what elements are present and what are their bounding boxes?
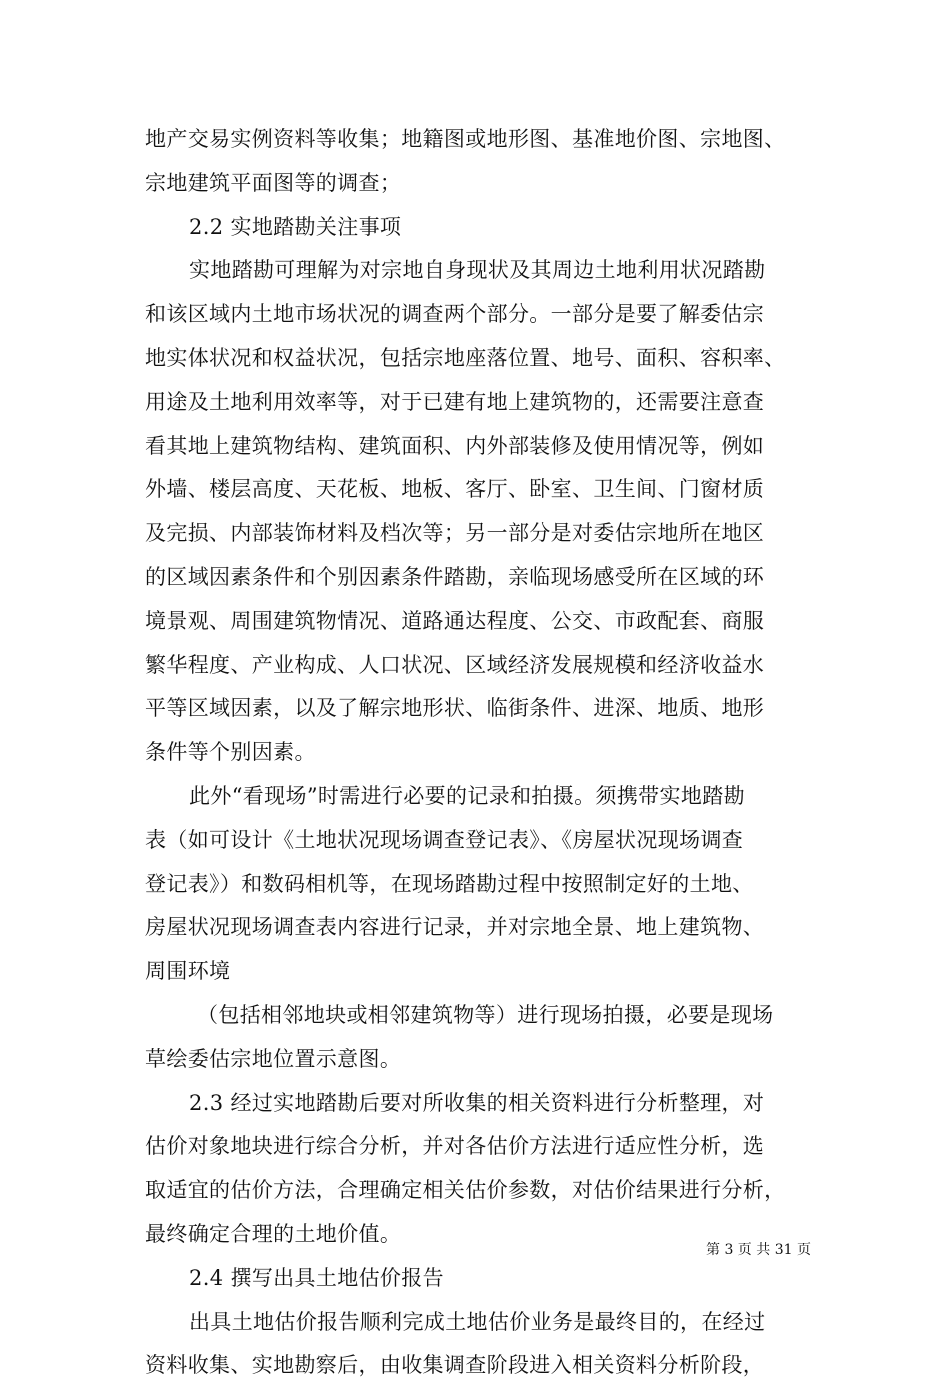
text-line: 取适宜的估价方法，合理确定相关估价参数，对估价结果进行分析，: [145, 1178, 786, 1203]
text-line: 房屋状况现场调查表内容进行记录，并对宗地全景、地上建筑物、: [145, 915, 765, 940]
text-line: 和该区域内土地市场状况的调查两个部分。一部分是要了解委估宗: [145, 302, 765, 327]
page-number: 第 3 页 共 31 页: [706, 1242, 811, 1258]
text-line: 最终确定合理的土地价值。: [145, 1221, 402, 1246]
text-line: 外墙、楼层高度、天花板、地板、客厅、卧室、卫生间、门窗材质: [145, 477, 765, 502]
text-line: 平等区域因素，以及了解宗地形状、临街条件、进深、地质、地形: [145, 696, 765, 721]
text-line: 用途及土地利用效率等，对于已建有地上建筑物的，还需要注意查: [145, 389, 765, 414]
text-line: 表（如可设计《土地状况现场调查登记表》、《房屋状况现场调查: [145, 827, 744, 852]
text-line: 条件等个别因素。: [145, 740, 316, 765]
text-line: 实地踏勘可理解为对宗地自身现状及其周边土地利用状况踏勘: [189, 258, 766, 283]
text-line: 的区域因素条件和个别因素条件踏勘，亲临现场感受所在区域的环: [145, 564, 765, 589]
document-body: [145, 118, 835, 1388]
text-line: 草绘委估宗地位置示意图。: [145, 1046, 402, 1071]
text-line: 资料收集、实地勘察后，由收集调查阶段进入相关资料分析阶段，: [145, 1353, 765, 1378]
text-line: 及完损、内部装饰材料及档次等；另一部分是对委估宗地所在地区: [145, 521, 765, 546]
section-heading: 2.4 撰写出具土地估价报告: [189, 1265, 444, 1290]
section-heading: 2.2 实地踏勘关注事项: [189, 214, 402, 239]
text-line: 地实体状况和权益状况，包括宗地座落位置、地号、面积、容积率、: [145, 345, 786, 370]
text-line: 估价对象地块进行综合分析，并对各估价方法进行适应性分析，选: [145, 1134, 765, 1159]
text-line: 出具土地估价报告顺利完成土地估价业务是最终目的，在经过: [189, 1309, 766, 1334]
text-line: （包括相邻地块或相邻建筑物等）进行现场拍摄，必要是现场: [197, 1002, 774, 1027]
section-heading: 2.3 经过实地踏勘后要对所收集的相关资料进行分析整理，对: [189, 1090, 765, 1115]
text-line: 繁华程度、产业构成、人口状况、区域经济发展规模和经济收益水: [145, 652, 765, 677]
text-line: 看其地上建筑物结构、建筑面积、内外部装修及使用情况等，例如: [145, 433, 765, 458]
text-line: 境景观、周围建筑物情况、道路通达程度、公交、市政配套、商服: [145, 608, 765, 633]
text-line: 地产交易实例资料等收集；地籍图或地形图、基准地价图、宗地图、: [145, 127, 786, 151]
text-line: 宗地建筑平面图等的调查；: [145, 170, 402, 195]
text-line: 此外“看现场”时需进行必要的记录和拍摄。须携带实地踏勘: [189, 783, 745, 808]
text-line: 登记表》）和数码相机等，在现场踏勘过程中按照制定好的土地、: [145, 871, 754, 896]
text-line: 周围环境: [145, 959, 231, 984]
